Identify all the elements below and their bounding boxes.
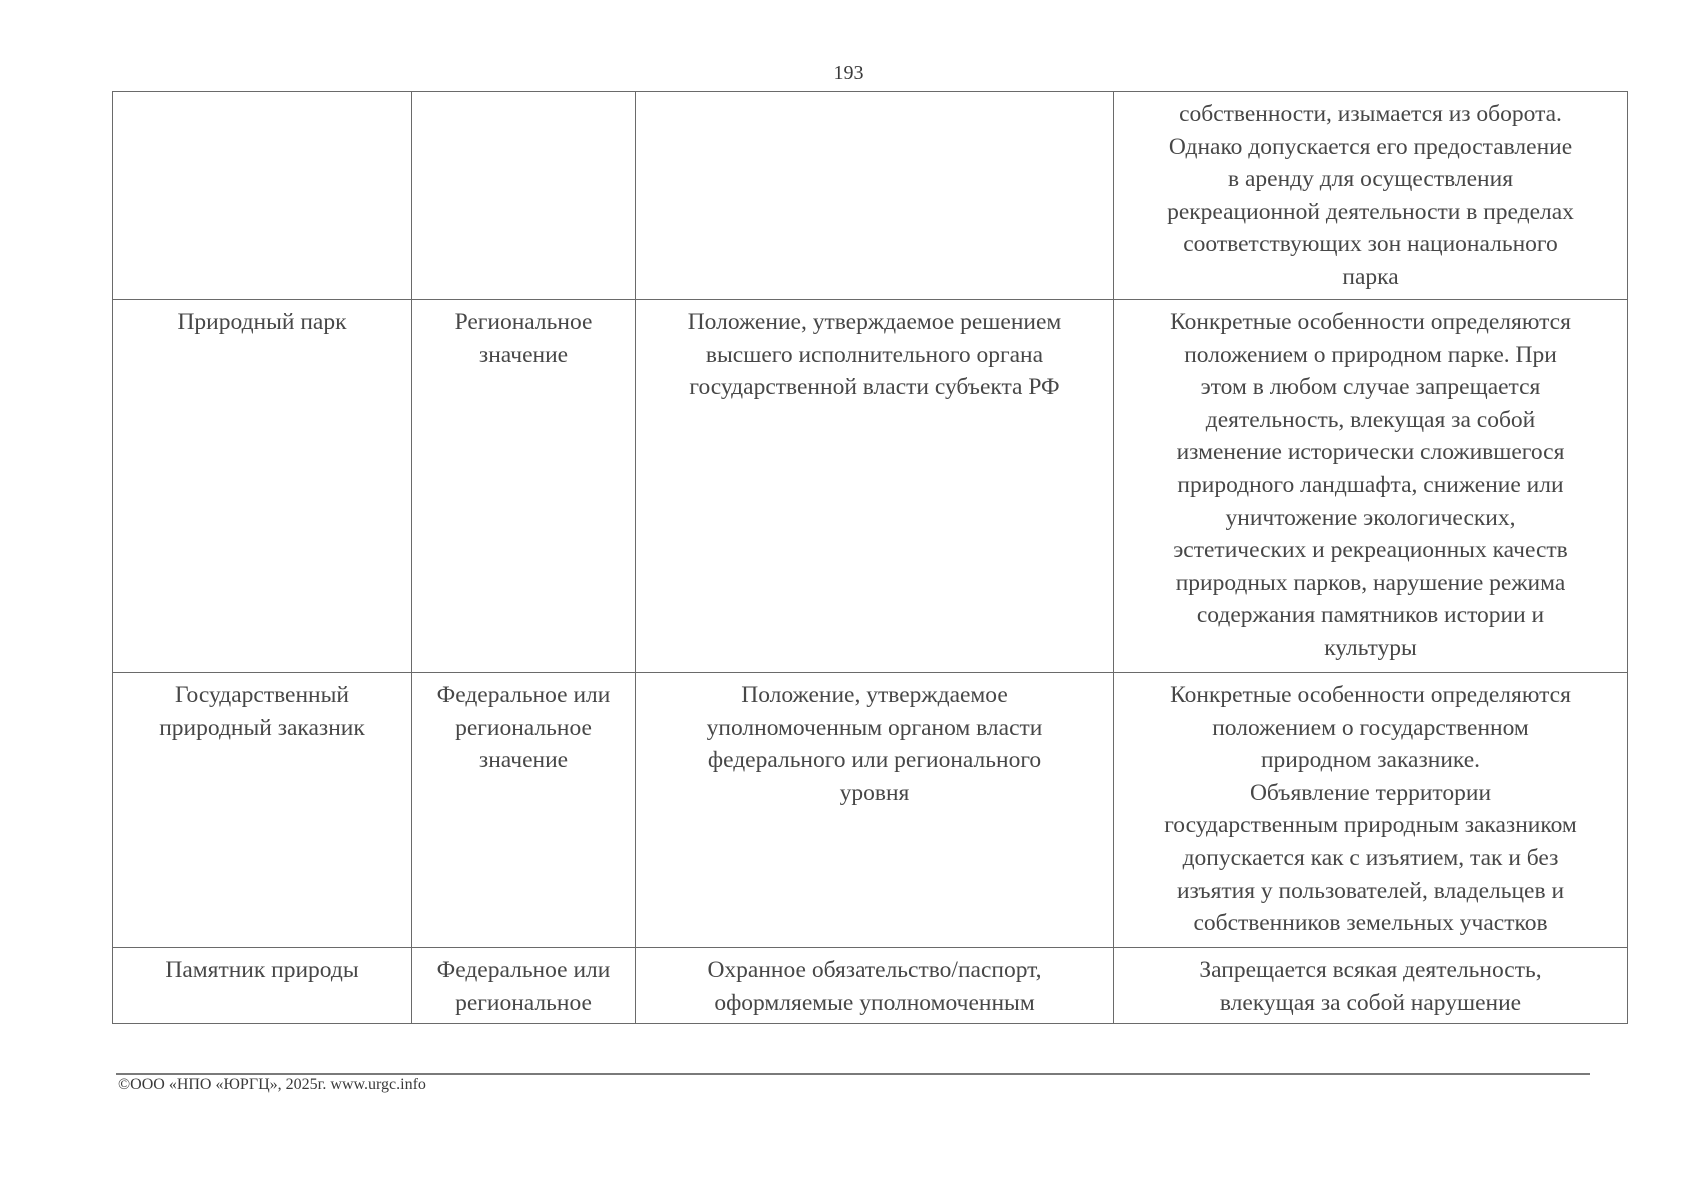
cell-type — [113, 92, 412, 300]
cell-significance — [412, 948, 636, 1024]
cell-regulation-text: Положение, утверждаемое уполномоченным органом власти федерального или регионального уровня — [706, 682, 1043, 806]
cell-significance — [412, 300, 636, 673]
page-number: 193 — [833, 62, 864, 84]
cell-type-text: Государственный природный заказник — [159, 682, 365, 741]
cell-features-text: собственности, изымается из оборота. Однако допускается его предоставление в аренду для осуществления рекреационной деятельности в пределах соответствующих зон национального парка — [1167, 101, 1574, 290]
cell-type — [113, 673, 412, 948]
cell-regulation — [636, 948, 1114, 1024]
cell-features-text: Конкретные особенности определяются положением о природном парке. При этом в любом случае запрещается деятельность, влекущая за собой изменение исторически сложившегося природного ландшафта, снижение или уничтожение экологических, эстетических и рекреационных качеств природных парков, нарушение режима содержания памятников истории и культуры — [1170, 309, 1571, 661]
cell-type-text: Природный парк — [177, 309, 347, 335]
cell-features-text: Конкретные особенности определяются положением о государственном природном заказнике. Объявление территории государственным природным заказником допускается как с изъятием, так и без изъятия у пользователей, владельцев и собственников земельных участков — [1164, 682, 1577, 937]
table-row — [113, 673, 1628, 948]
cell-features — [1114, 673, 1628, 948]
table-row — [113, 948, 1628, 1024]
cell-significance-text: Региональное значение — [454, 309, 593, 368]
cell-features — [1114, 300, 1628, 673]
cell-regulation — [636, 300, 1114, 673]
cell-type — [113, 948, 412, 1024]
cell-type-text: Памятник природы — [165, 957, 359, 983]
cell-features — [1114, 948, 1628, 1024]
footer-copyright: ©ООО «НПО «ЮРГЦ», 2025г. www.urgc.info — [118, 1076, 426, 1093]
cell-regulation — [636, 673, 1114, 948]
table-row — [113, 92, 1628, 300]
cell-significance-text: Федеральное или региональное — [436, 957, 611, 1016]
cell-type — [113, 300, 412, 673]
cell-features — [1114, 92, 1628, 300]
cell-regulation — [636, 92, 1114, 300]
cell-regulation-text: Охранное обязательство/паспорт, оформляемые уполномоченным — [707, 957, 1042, 1016]
protected-areas-table — [112, 91, 1628, 1024]
cell-significance — [412, 673, 636, 948]
cell-significance-text: Федеральное или региональное значение — [436, 682, 611, 774]
cell-regulation-text: Положение, утверждаемое решением высшего исполнительного органа государственной власти субъекта РФ — [687, 309, 1062, 401]
cell-significance — [412, 92, 636, 300]
cell-features-text: Запрещается всякая деятельность, влекущая за собой нарушение — [1199, 957, 1542, 1016]
table-row — [113, 300, 1628, 673]
footer-divider — [116, 1073, 1590, 1075]
